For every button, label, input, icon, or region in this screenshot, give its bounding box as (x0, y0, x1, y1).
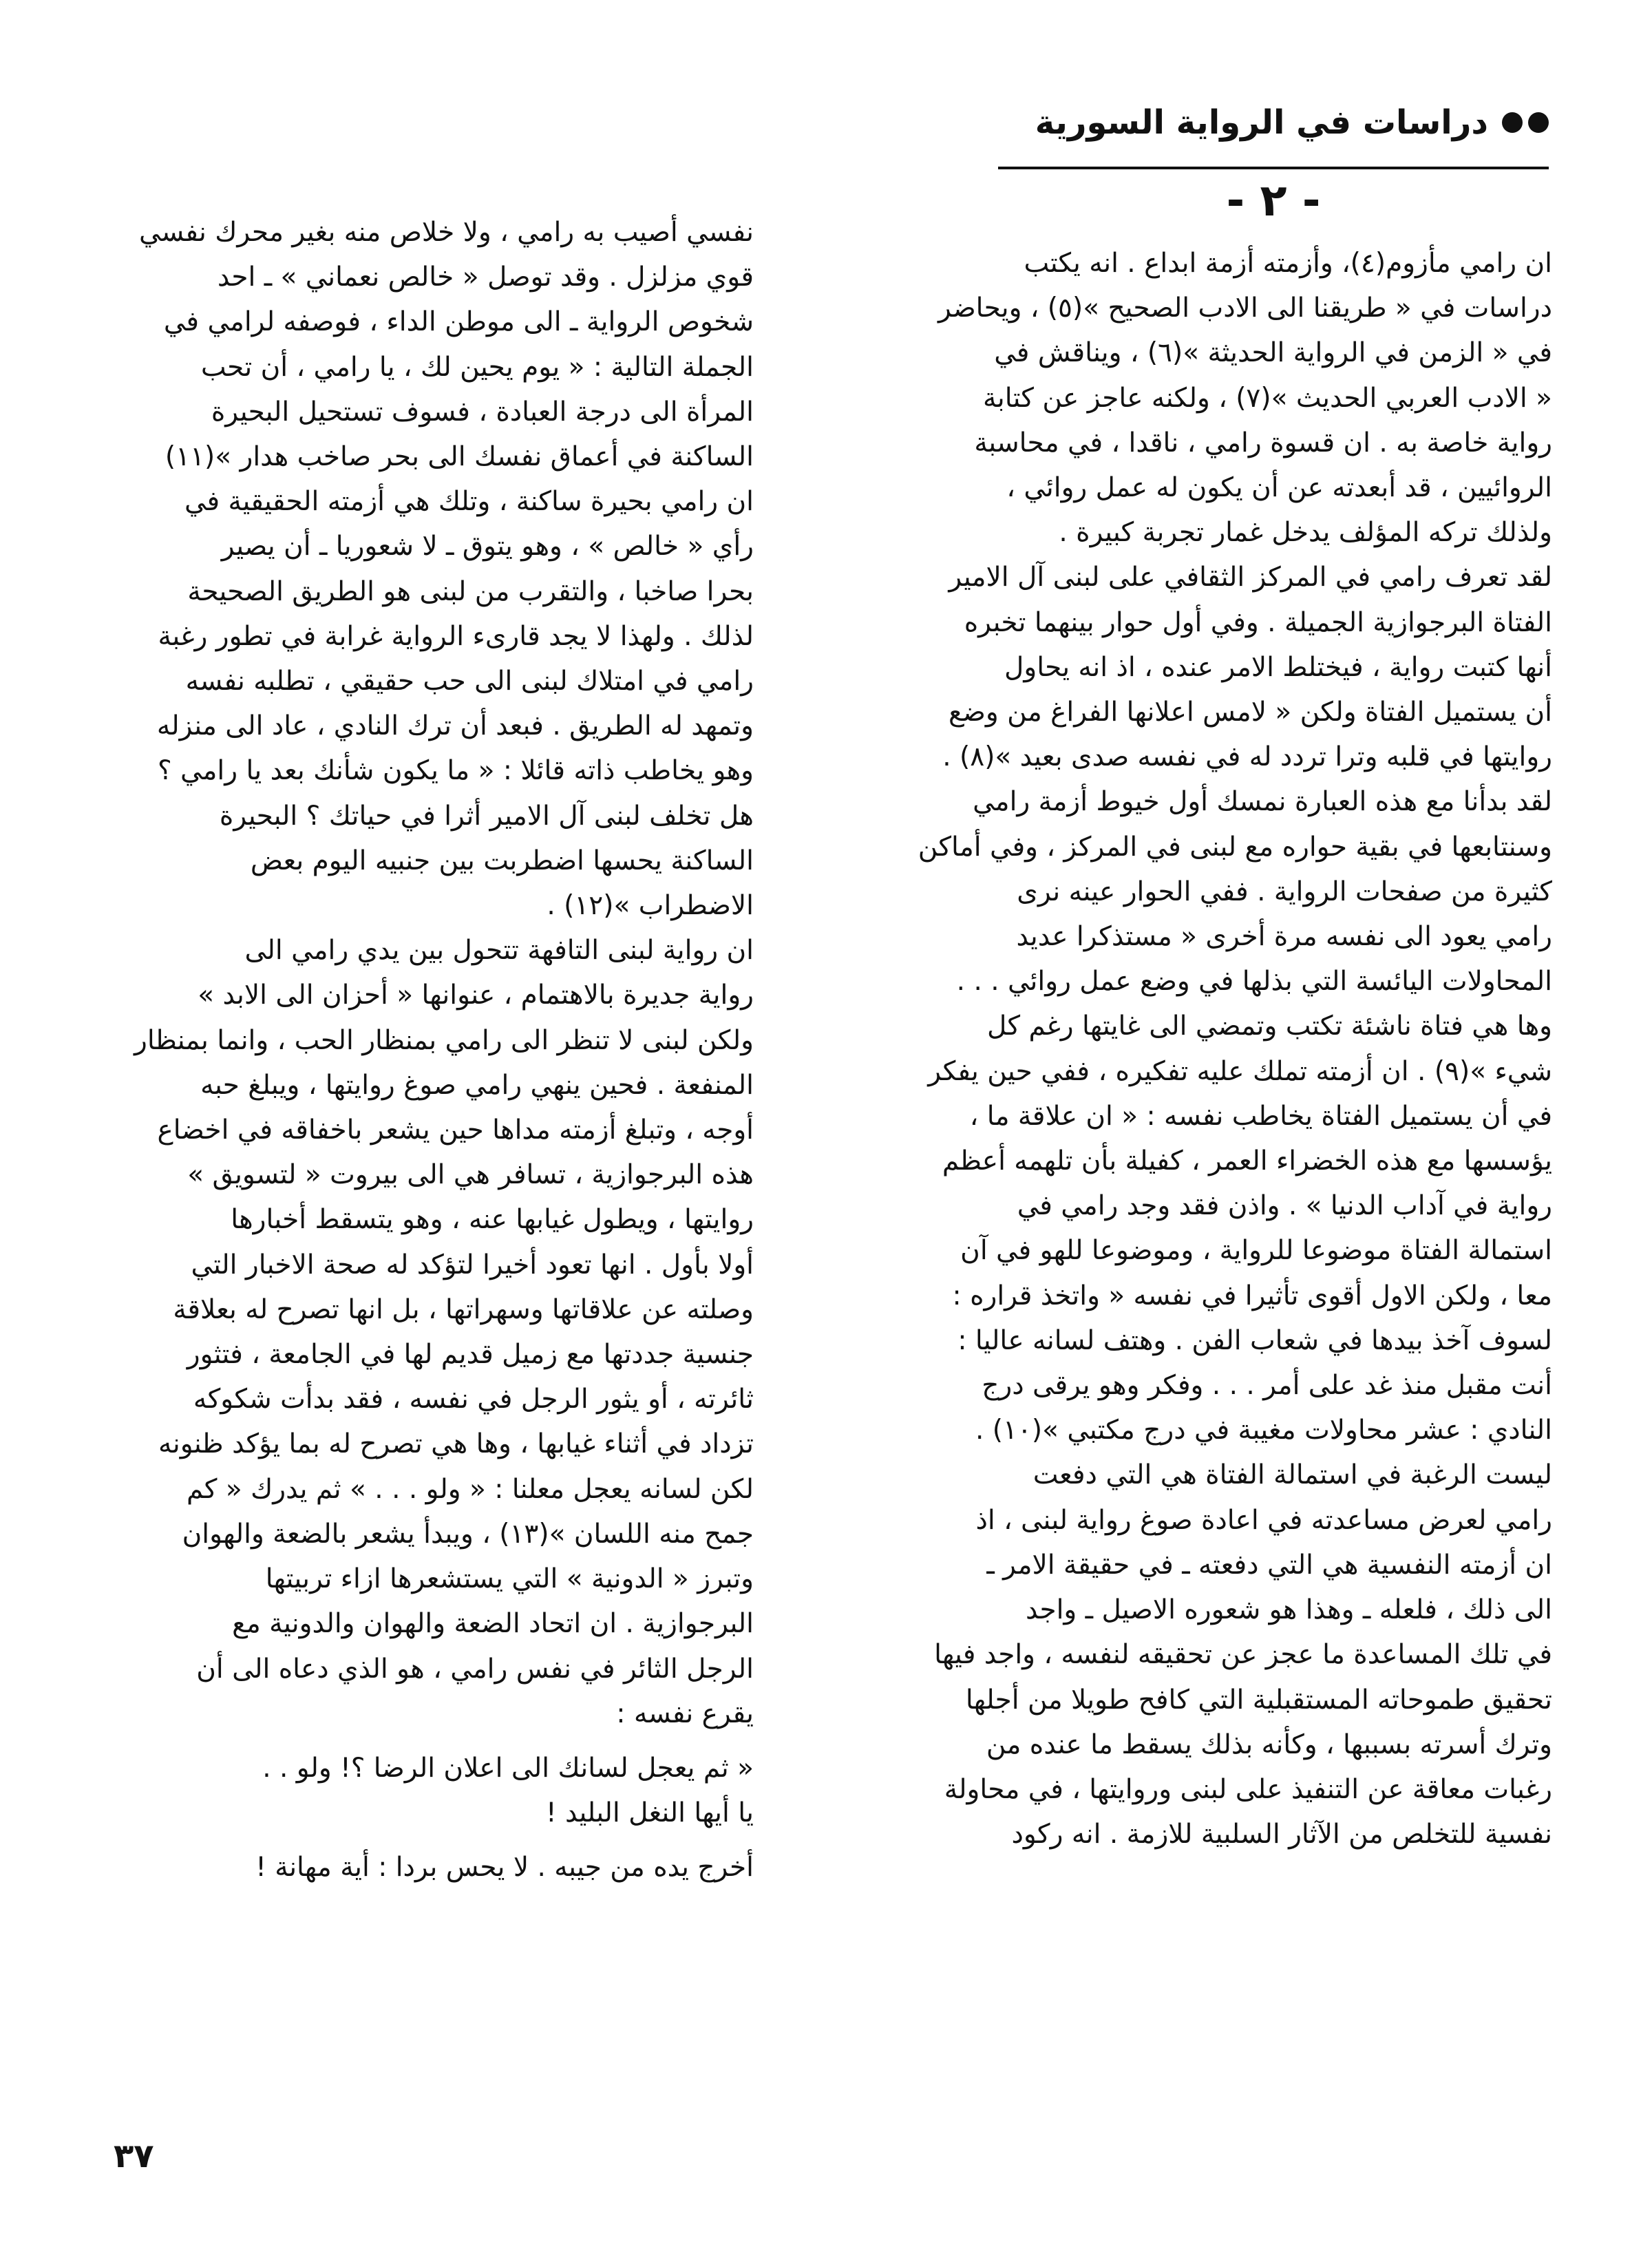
running-header-title: دراسات في الرواية السورية (1035, 103, 1488, 142)
double-bullet-icon (1502, 112, 1549, 133)
paragraph: لقد تعرف رامي في المركز الثقافي على لبنى آل الامير الفتاة البرجوازية الجميلة . وفي أول حوار بينهما تخبره أنها كتبت رواية ، فيختلط الامر عنده ، اذ انه يحاول أن يستميل الفتاة ولكن « لامس اعلانها الفراغ من وضع روايتها في قلبه وترا تردد له في نفسه صدى بعيد »(٨) . لقد بدأنا مع هذه العبارة نمسك أول خيوط أزمة رامي وسنتابعها في بقية حواره مع لبنى في المركز ، وفي أماكن كثيرة من صفحات الرواية . ففي الحوار عينه نرى رامي يعود الى نفسه مرة أخرى « مستذكرا عديد المحاولات اليائسة التي بذلها في وضع عمل روائي . . . وها هي فتاة ناشئة تكتب وتمضي الى غايتها رغم كل شيء »(٩) . ان أزمته تملك عليه تفكيره ، ففي حين يفكر في أن يستميل الفتاة يخاطب نفسه : « ان علاقة ما ، يؤسسها مع هذه الخضراء العمر ، كفيلة بأن تلهمه أعظم رواية في آداب الدنيا » . واذن فقد وجد رامي في استمالة الفتاة موضوعا للرواية ، وموضوعا للهو في آن معا ، ولكن الاول أقوى تأثيرا في نفسه « واتخذ قراره : لسوف آخذ بيدها في شعاب الفن . وهتف لسانه عاليا : أنت مقبل منذ غد على أمر . . . وفكر وهو يرقى درج النادي : عشر محاولات مغيبة في درج مكتبي »(١٠) . (918, 562, 1552, 1446)
page-number: ٣٧ (114, 2137, 154, 2175)
running-header (1035, 103, 1549, 142)
header-rule (998, 167, 1549, 169)
left-column (45, 210, 754, 1890)
paragraph: ان رواية لبنى التافهة تتحول بين يدي رامي الى رواية جديرة بالاهتمام ، عنوانها « أحزان الى الابد » ولكن لبنى لا تنظر الى رامي بمنظار الحب ، وانما بمنظار المنفعة . فحين ينهي رامي صوغ روايتها ، ويبلغ حبه أوجه ، وتبلغ أزمته مداها حين يشعر باخفاقه في اخضاع هذه البرجوازية ، تسافر هي الى بيروت « لتسويق » روايتها ، ويطول غيابها عنه ، وهو يتسقط أخبارها أولا بأول . انها تعود أخيرا لتؤكد له صحة الاخبار التي وصلته عن علاقاتها وسهراتها ، بل انها تصرح له بعلاقة جنسية جددتها مع زميل قديم لها في الجامعة ، فتثور ثائرته ، أو يثور الرجل في نفسه ، فقد بدأت شكوكه تزداد في أثناء غيابها ، وها هي تصرح له بما يؤكد ظنونه لكن لسانه يعجل معلنا : « ولو . . . » ثم يدرك « كم جمح منه اللسان »(١٣) ، ويبدأ يشعر بالضعة والهوان وتبرز « الدونية » التي يستشعرها ازاء تربيتها البرجوازية . ان اتحاد الضعة والهوان والدونية مع الرجل الثائر في نفس رامي ، هو الذي دعاه الى أن يقرع نفسه : (134, 935, 754, 1729)
quoted-passage: « ثم يعجل لسانك الى اعلان الرضا ؟! ولو . . يا أيها النغل البليد ! (262, 1752, 754, 1829)
paragraph: أخرج يده من جيبه . لا يحس بردا : أية مهانة ! (255, 1852, 754, 1884)
right-column (809, 241, 1552, 1857)
paragraph: ان رامي مأزوم(٤)، وأزمته أزمة ابداع . انه يكتب دراسات في « طريقنا الى الادب الصحيح »(٥) ، ويحاضر في « الزمن في الرواية الحديثة »(٦) ، ويناقش في « الادب العربي الحديث »(٧) ، ولكنه عاجز عن كتابة رواية خاصة به . ان قسوة رامي ، ناقدا ، في محاسبة الروائيين ، قد أبعدته عن أن يكون له عمل روائي ، ولذلك تركه المؤلف يدخل غمار تجربة كبيرة . (938, 248, 1552, 549)
paragraph: نفسي أصيب به رامي ، ولا خلاص منه بغير محرك نفسي قوي مزلزل . وقد توصل « خالص نعماني » ـ احد شخوص الرواية ـ الى موطن الداء ، فوصفه لرامي في الجملة التالية : « يوم يحين لك ، يا رامي ، أن تحب المرأة الى درجة العبادة ، فسوف تستحيل البحيرة الساكنة في أعماق نفسك الى بحر صاخب هدار »(١١) ان رامي بحيرة ساكنة ، وتلك هي أزمته الحقيقية في رأي « خالص » ، وهو يتوق ـ لا شعوريا ـ أن يصير بحرا صاخبا ، والتقرب من لبنى هو الطريق الصحيحة لذلك . ولهذا لا يجد قارىء الرواية غرابة في تطور رغبة رامي في امتلاك لبنى الى حب حقيقي ، تطلبه نفسه وتمهد له الطريق . فبعد أن ترك النادي ، عاد الى منزله وهو يخاطب ذاته قائلا : « ما يكون شأنك بعد يا رامي ؟ هل تخلف لبنى آل الامير أثرا في حياتك ؟ البحيرة الساكنة يحسها اضطربت بين جنبيه اليوم بعض الاضطراب »(١٢) . (138, 217, 754, 922)
section-number: - ٢ - (1226, 176, 1321, 226)
paragraph: ليست الرغبة في استمالة الفتاة هي التي دفعت رامي لعرض مساعدته في اعادة صوغ رواية لبنى ، اذ ان أزمته النفسية هي التي دفعته ـ في حقيقة الامر ـ الى ذلك ، فلعله ـ وهذا هو شعوره الاصيل ـ واجد في تلك المساعدة ما عجز عن تحقيقه لنفسه ، واجد فيها تحقيق طموحاته المستقبلية التي كافح طويلا من أجلها وترك أسرته بسببها ، وكأنه بذلك يسقط ما عنده من رغبات معاقة عن التنفيذ على لبنى وروايتها ، في محاولة نفسية للتخلص من الآثار السلبية للازمة . انه ركود (934, 1459, 1552, 1850)
